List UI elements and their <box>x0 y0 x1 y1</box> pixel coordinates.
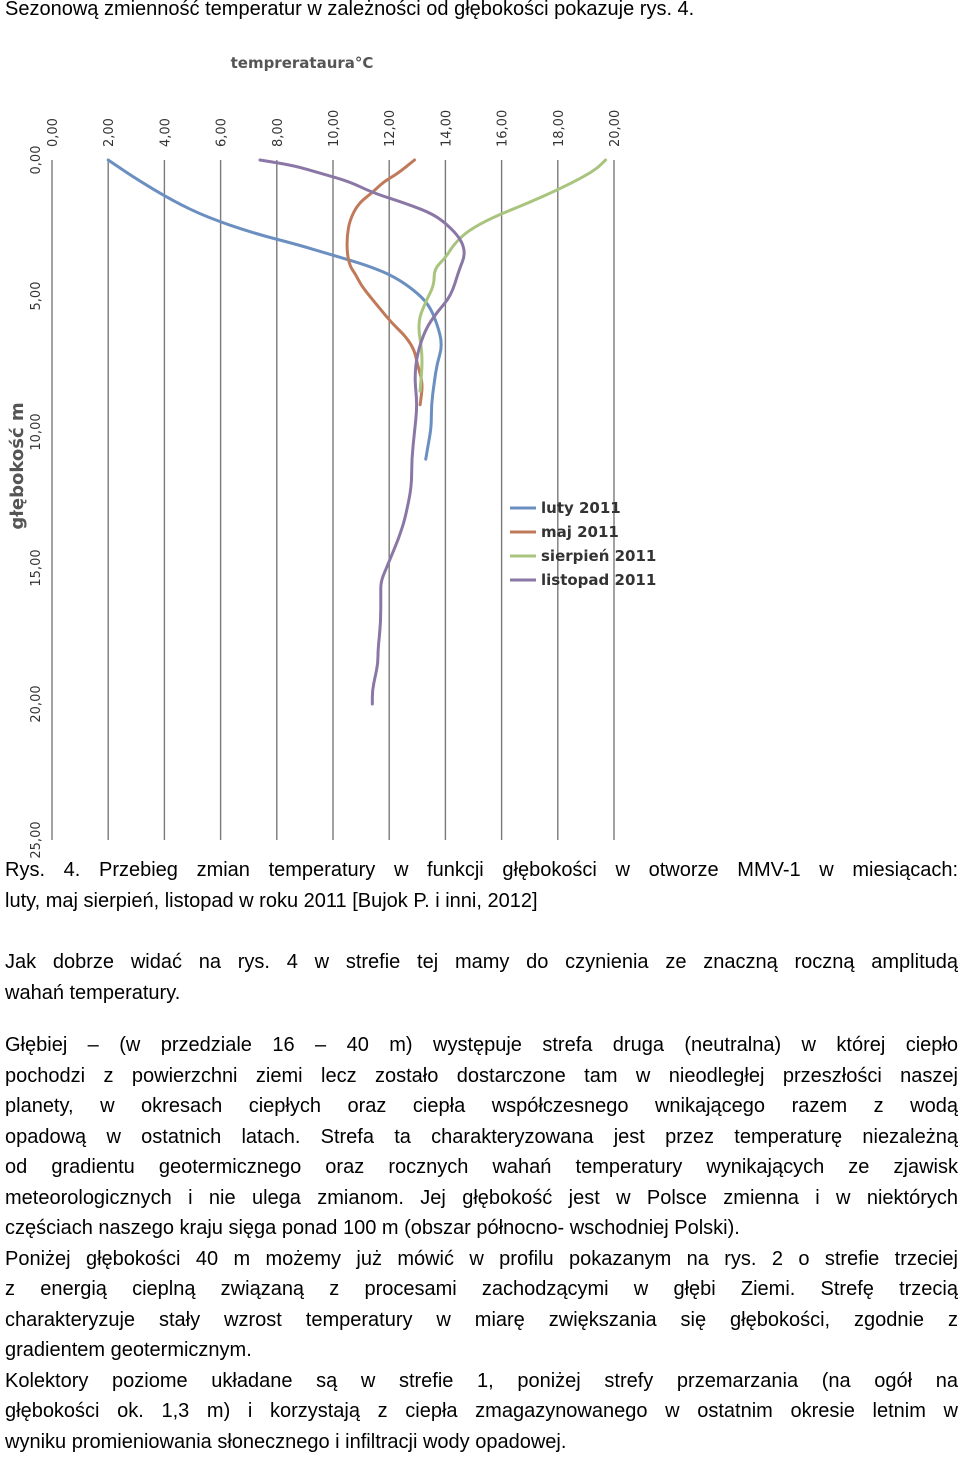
legend-label: sierpień 2011 <box>541 547 657 565</box>
legend-label: maj 2011 <box>541 523 619 541</box>
x-tick-label: 12,00 <box>383 109 399 147</box>
x-tick-label: 0,00 <box>46 118 61 147</box>
y-tick-label: 25,00 <box>29 821 44 859</box>
para4-line-1: Kolektory poziome układane są w strefie 1, poniżej strefy przemarzania (na ogół na <box>5 1370 958 1392</box>
y-tick-label: 15,00 <box>29 549 44 587</box>
x-tick-label: 2,00 <box>102 118 118 147</box>
para2-line-5: od gradientu geotermicznego oraz rocznych wahań temperatury wynikających ze zjawisk <box>5 1156 958 1178</box>
x-tick-label: 16,00 <box>495 109 511 147</box>
para2-line-4: opadową w ostatnich latach. Strefa ta charakteryzowana jest przez temperaturę niezależną <box>5 1126 958 1148</box>
y-tick-label: 5,00 <box>29 281 44 311</box>
chart-series <box>108 160 605 704</box>
series-line-sierpień-2011 <box>419 160 606 391</box>
x-tick-label: 10,00 <box>327 109 342 147</box>
y-tick-label: 20,00 <box>29 685 44 723</box>
para3-line-1: Poniżej głębokości 40 m możemy już mówić w profilu pokazanym na rys. 2 o strefie trzeciej <box>5 1248 958 1270</box>
series-line-luty-2011 <box>108 160 441 459</box>
chart-gridlines <box>52 160 614 840</box>
legend-label: luty 2011 <box>541 499 621 517</box>
para4-line-3: wyniku promieniowania słonecznego i infiltracji wody opadowej. <box>5 1431 567 1453</box>
caption-line-2: luty, maj sierpień, listopad w roku 2011 [Bujok P. i inni, 2012] <box>5 890 538 912</box>
para2-line-6: meteorologicznych i nie ulega zmianom. Jej głębokość jest w Polsce zmienna i w niektórych <box>5 1187 958 1209</box>
x-tick-label: 20,00 <box>608 109 623 147</box>
y-tick-label: 10,00 <box>29 413 44 451</box>
y-axis-title: głębokość m <box>7 402 28 530</box>
x-tick-label: 8,00 <box>270 118 286 147</box>
caption-line-1: Rys. 4. Przebieg zmian temperatury w funkcji głębokości w otworze MMV-1 w miesiącach: <box>5 859 958 881</box>
y-tick-labels <box>29 146 44 859</box>
temperature-depth-chart <box>0 40 700 859</box>
para2-line-2: pochodzi z powierzchni ziemi lecz zostało dostarczone tam w nieodległej przeszłości naszej <box>5 1065 958 1087</box>
intro-text: Sezonową zmienność temperatur w zależności od głębokości pokazuje rys. 4. <box>5 0 695 20</box>
para3-line-3: charakteryzuje stały wzrost temperatury w miarę zwiększania się głębokości, zgodnie z <box>5 1309 958 1331</box>
legend-label: listopad 2011 <box>541 571 657 589</box>
para3-line-4: gradientem geotermicznym. <box>5 1339 252 1361</box>
x-tick-label: 6,00 <box>214 118 230 147</box>
x-tick-label: 18,00 <box>551 109 567 147</box>
x-tick-label: 14,00 <box>439 109 455 147</box>
para1-line-2: wahań temperatury. <box>5 982 181 1004</box>
para2-line-7: częściach naszego kraju sięga ponad 100 m (obszar północno- wschodniej Polski). <box>5 1217 740 1239</box>
para3-line-2: z energią cieplną związaną z procesami zachodzącymi w głębi Ziemi. Strefę trzecią <box>5 1278 958 1300</box>
x-tick-label: 4,00 <box>158 118 174 147</box>
x-axis-title: temprerataura°C <box>230 54 374 72</box>
y-tick-label: 0,00 <box>29 145 44 175</box>
para2-line-1: Głębiej – (w przedziale 16 – 40 m) występuje strefa druga (neutralna) w której ciepło <box>5 1034 958 1056</box>
para2-line-3: planety, w okresach ciepłych oraz ciepła współczesnego wnikającego razem z wodą <box>5 1095 958 1117</box>
chart-legend <box>510 499 656 589</box>
para4-line-2: głębokości ok. 1,3 m) i korzystają z ciepła zmagazynowanego w ostatnim okresie letnim w <box>5 1400 958 1422</box>
x-tick-labels <box>46 110 623 147</box>
para1-line-1: Jak dobrze widać na rys. 4 w strefie tej mamy do czynienia ze znaczną roczną amplitudą <box>5 951 958 973</box>
